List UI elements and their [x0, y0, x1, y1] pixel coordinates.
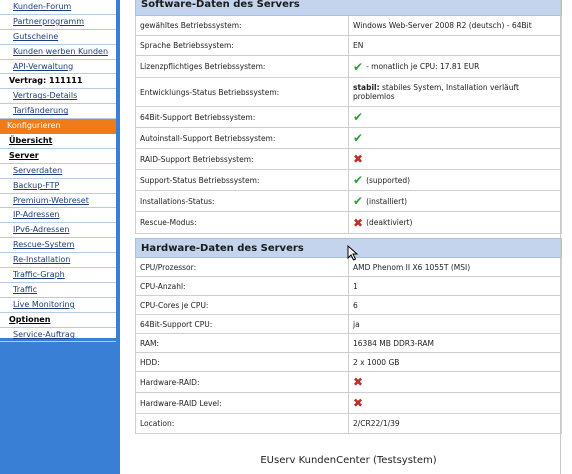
sidebar-item-gutscheine[interactable]: Gutscheine	[0, 30, 116, 45]
page-divider	[560, 0, 561, 474]
table-row	[136, 149, 562, 170]
check-icon: ✔	[353, 59, 364, 74]
row-value	[349, 296, 562, 315]
row-label: Hardware-RAID Level:	[136, 393, 349, 414]
table-row	[136, 372, 562, 393]
row-label: Autoinstall-Support Betriebssystem:	[136, 128, 349, 149]
footer-text: EUserv KundenCenter (Testsystem)	[260, 455, 437, 466]
main-content	[121, 0, 572, 474]
table-row	[136, 414, 562, 434]
row-label: HDD:	[136, 353, 349, 372]
row-value	[349, 212, 562, 234]
table-row	[136, 16, 562, 36]
value-emphasis: stabil:	[353, 83, 380, 92]
row-label: gewähltes Betriebssystem:	[136, 16, 349, 36]
sidebar-item-optionen[interactable]: Optionen	[0, 313, 116, 328]
sidebar-item-premium-webreset[interactable]: Premium-Webreset	[0, 194, 116, 209]
value-text: - monatlich je CPU: 17.81 EUR	[366, 62, 480, 71]
sidebar-item-vertrags-details[interactable]: Vertrags-Details	[0, 89, 116, 104]
table-row	[136, 353, 562, 372]
row-label: CPU-Cores je CPU:	[136, 296, 349, 315]
table-row	[136, 36, 562, 56]
sidebar-menu	[0, 0, 116, 338]
row-label: Hardware-RAID:	[136, 372, 349, 393]
table-row	[136, 191, 562, 212]
cross-icon: ✖	[353, 375, 364, 389]
sidebar-item-kunden-forum[interactable]: Kunden-Forum	[0, 0, 116, 15]
sidebar-item-backup-ftp[interactable]: Backup-FTP	[0, 179, 116, 194]
table-row	[136, 277, 562, 296]
sidebar-item-server[interactable]: Server	[0, 149, 116, 164]
row-label: CPU/Prozessor:	[136, 258, 349, 277]
sidebar-item-service-auftrag[interactable]: Service-Auftrag	[0, 328, 116, 343]
sidebar-item-vertrag-111111[interactable]: Vertrag: 111111	[0, 74, 116, 89]
cross-icon: ✖	[353, 215, 364, 230]
hardware-section-title: Hardware-Daten des Servers	[136, 239, 562, 258]
check-icon: ✔	[353, 173, 364, 187]
table-row	[136, 78, 562, 107]
software-section-title: Software-Daten des Servers	[136, 0, 562, 16]
software-table	[135, 0, 562, 234]
row-value	[349, 353, 562, 372]
table-row	[136, 56, 562, 78]
row-label: 64Bit-Support Betriebssystem:	[136, 107, 349, 128]
row-value	[349, 128, 562, 149]
check-icon: ✔	[353, 194, 364, 208]
row-value	[349, 414, 562, 434]
sidebar-item-kunden-werben-kunden[interactable]: Kunden werben Kunden	[0, 45, 116, 60]
sidebar-item-re-installation[interactable]: Re-Installation	[0, 253, 116, 268]
value-text: (supported)	[366, 175, 411, 185]
row-label: CPU-Anzahl:	[136, 277, 349, 296]
value-text: (installiert)	[366, 196, 408, 206]
table-row	[136, 212, 562, 234]
sidebar-item-rescue-system[interactable]: Rescue-System	[0, 238, 116, 253]
value-text: 6	[353, 300, 358, 310]
sidebar-item-traffic-graph[interactable]: Traffic-Graph	[0, 268, 116, 283]
row-value	[349, 393, 562, 414]
row-value	[349, 277, 562, 296]
row-value	[349, 334, 562, 353]
row-value	[349, 16, 562, 36]
check-icon: ✔	[353, 131, 364, 145]
row-value	[349, 36, 562, 56]
value-text: 2 x 1000 GB	[353, 357, 400, 367]
table-row	[136, 107, 562, 128]
row-label: 64Bit-Support CPU:	[136, 315, 349, 334]
row-value	[349, 107, 562, 128]
value-text: AMD Phenom II X6 1055T (MSI)	[353, 262, 471, 272]
row-label: Support-Status Betriebssystem:	[136, 170, 349, 191]
check-icon: ✔	[353, 110, 364, 124]
table-row	[136, 315, 562, 334]
value-text: Windows Web-Server 2008 R2 (deutsch) - 64Bit	[353, 21, 532, 30]
sidebar	[0, 0, 120, 474]
table-row	[136, 334, 562, 353]
cross-icon: ✖	[353, 152, 364, 166]
mouse-cursor-icon	[347, 245, 359, 261]
value-text: (deaktiviert)	[366, 218, 413, 227]
value-text: 1	[353, 281, 358, 291]
value-text: ja	[353, 319, 360, 329]
value-text: stabiles System, Installation verläuft problemlos	[353, 83, 519, 101]
software-section-header	[136, 0, 562, 16]
value-text: EN	[353, 41, 364, 50]
sidebar-item-serverdaten[interactable]: Serverdaten	[0, 164, 116, 179]
row-label: Entwicklungs-Status Betriebssystem:	[136, 78, 349, 107]
table-row	[136, 393, 562, 414]
row-label: Rescue-Modus:	[136, 212, 349, 234]
sidebar-item-api-verwaltung[interactable]: API-Verwaltung	[0, 60, 116, 75]
row-value	[349, 315, 562, 334]
sidebar-item-traffic[interactable]: Traffic	[0, 283, 116, 298]
row-value	[349, 372, 562, 393]
value-text: 2/CR22/1/39	[353, 419, 400, 428]
sidebar-item-konfigurieren[interactable]: Konfigurieren	[0, 119, 116, 134]
row-value	[349, 149, 562, 170]
row-value	[349, 191, 562, 212]
hardware-table	[135, 238, 562, 434]
row-value	[349, 258, 562, 277]
sidebar-item-live-monitoring[interactable]: Live Monitoring	[0, 298, 116, 313]
row-label: Sprache Betriebssystem:	[136, 36, 349, 56]
row-label: RAID-Support Betriebssystem:	[136, 149, 349, 170]
sidebar-item-ipv6-adressen[interactable]: IPv6-Adressen	[0, 223, 116, 238]
value-text: 16384 MB DDR3-RAM	[353, 338, 434, 348]
sidebar-item-partnerprogramm[interactable]: Partnerprogramm	[0, 15, 116, 30]
row-label: Location:	[136, 414, 349, 434]
row-value	[349, 56, 562, 78]
sidebar-item-übersicht[interactable]: Übersicht	[0, 134, 116, 149]
row-label: Lizenzpflichtiges Betriebssystem:	[136, 56, 349, 78]
cross-icon: ✖	[353, 396, 364, 410]
row-value	[349, 170, 562, 191]
sidebar-item-ip-adressen[interactable]: IP-Adressen	[0, 208, 116, 223]
table-row	[136, 128, 562, 149]
row-value	[349, 78, 562, 107]
table-row	[136, 170, 562, 191]
sidebar-item-tarifänderung[interactable]: Tarifänderung	[0, 104, 116, 119]
row-label: RAM:	[136, 334, 349, 353]
table-row	[136, 296, 562, 315]
row-label: Installations-Status:	[136, 191, 349, 212]
